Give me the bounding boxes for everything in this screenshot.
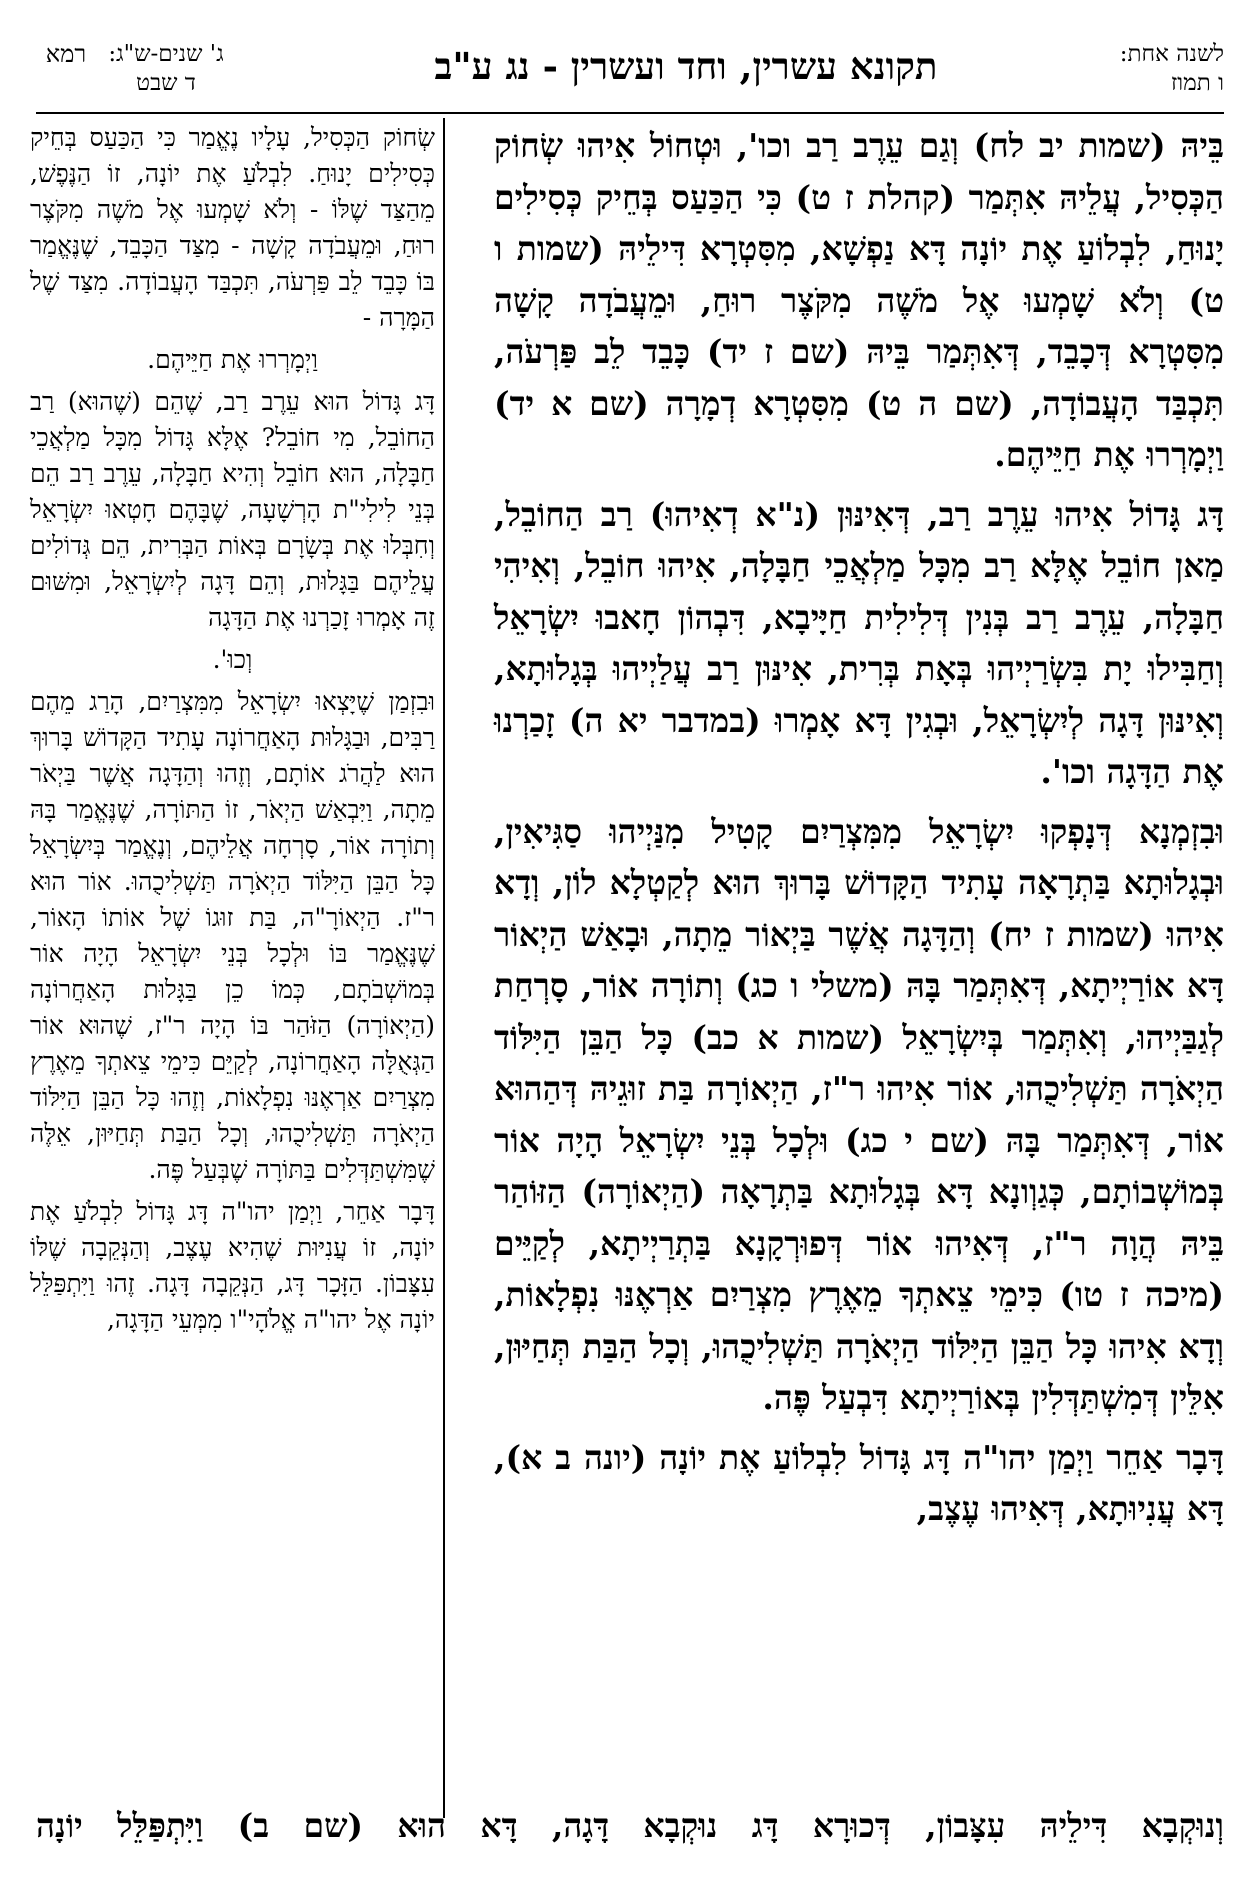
header-bottom-mid: ד שבט (136, 70, 196, 96)
side-paragraph-5: וּבִזְמַן שֶׁיָּצְאוּ יִשְׂרָאֵל מִמִּצְרַיִם, הָרַג מֵהֶם רַבִּים, וּבַגָּלוּת הָאַחֲרוֹנָה עָתִיד הַקָּדוֹשׁ בָּרוּךְ הוּא לַהֲרֹג אוֹתָם, וְזֶהוּ וְהַדָּגָה אֲשֶׁר בַּיְאֹר מֵתָה, וַיִּבְאַשׁ הַיְאֹר, זוֹ הַתּוֹרָה, שֶׁנֶּאֱמַר בָּהּ וְתוֹרָה אוֹר, סָרְחָה אֲלֵיהֶם, וְנֶאֱמַר בְּיִשְׂרָאֵל כָּל הַבֵּן הַיִּלּוֹד הַיְאֹרָה תַּשְׁלִיכֻהוּ. אוֹר הוּא ר"ז. הַיְאוֹרָ"ה, בַּת זוּגוֹ שֶׁל אוֹתוֹ הָאוֹר, שֶׁנֶּאֱמַר בּוֹ וּלְכָל בְּנֵי יִשְׂרָאֵל הָיָה אוֹר בְּמוֹשְׁבֹתָם, כְּמוֹ כֵן בַּגָּלוּת הָאַחֲרוֹנָה (הַיְאוֹרָה) הַזֹּהַר בּוֹ הָיָה ר"ז, שֶׁהוּא אוֹר הַגְּאֻלָּה הָאַחֲרוֹנָה, לְקַיֵּם כִּימֵי צֵאתְךָ מֵאֶרֶץ מִצְרַיִם אַרְאֶנּוּ נִפְלָאוֹת, וְזֶהוּ כָּל הַבֵּן הַיִּלּוֹד הַיְאֹרָה תַּשְׁלִיכֻהוּ, וְכָל הַבַּת תְּחַיּוּן, אֵלֶּה שֶׁמִּשְׁתַּדְּלִים בַּתּוֹרָה שֶׁבְּעַל פֶּה. (30, 687, 435, 1184)
header-right (1084, 40, 1224, 98)
header-mid (96, 40, 236, 98)
main-paragraph-1: בֵּיהּ (שמות יב לח) וְגַם עֵרֶב רַב וכו', וּטְחוֹל אִיהוּ שְׂחוֹק הַכְּסִיל, עֲלֵיהּ אִתְּמַר (קהלת ז ט) כִּי הַכַּעַס בְּחֵיק כְּסִילִים יָנוּחַ, לִבְלוֹעַ אֶת יוֹנָה דָּא נַפְשָׁא, מִסִּטְרָא דִּילֵיהּ (שמות ו ט) וְלֹא שָׁמְעוּ אֶל מֹשֶׁה מִקֹּצֶר רוּחַ, וּמֵעֲבֹדָה קָשָׁה מִסִּטְרָא דְּכָבֵד, דְּאִתְּמַר בֵּיהּ (שם ז יד) כָּבֵד לֵב פַּרְעֹה, תִּכְבַּד הָעֲבוֹדָה, (שם ה ט) מִסִּטְרָא דְמָרָה (שם א יד) וַיְמָרְרוּ אֶת חַיֵּיהֶם. (494, 126, 1224, 474)
bottom-line: וְנוּקְבָא דִּילֵיהּ עִצָּבוֹן, דְּכוּרָא דָּג נוּקְבָא דָּגָה, דָּא הוּא (שם ב) וַיִּתְפַּלֵּל יוֹנָה (36, 1806, 1224, 1845)
header-rule (36, 112, 1224, 114)
main-paragraph-4: דָּבָר אַחֵר וַיְמַן יהו"ה דָּג גָּדוֹל לִבְלוֹעַ אֶת יוֹנָה (יונה ב א), דָּא עֲנִיוּתָא, דְּאִיהוּ עֶצֶב, (494, 1437, 1225, 1528)
main-column (494, 120, 1224, 1800)
side-paragraph-1: שְׂחוֹק הַכְּסִיל, עָלָיו נֶאֱמַר כִּי הַכַּעַס בְּחֵיק כְּסִילִים יָנוּחַ. לִבְלֹעַ אֶת יוֹנָה, זוֹ הַנֶּפֶשׁ, מֵהַצַּד שֶׁלּוֹ - וְלֹא שָׁמְעוּ אֶל מֹשֶׁה מִקֹּצֶר רוּחַ, וּמֵעֲבֹדָה קָשָׁה - מִצַּד הַכָּבֵד, שֶׁנֶּאֱמַר בּוֹ כָּבֵד לֵב פַּרְעֹה, תִּכְבַּד הָעֲבוֹדָה. מִצַּד שֶׁל הַמָּרָה - (30, 123, 435, 332)
side-paragraph-4: וְכוּ'. (212, 645, 253, 674)
commentary-column (30, 120, 435, 1800)
header (36, 40, 1224, 110)
column-divider (443, 118, 445, 1818)
main-paragraph-2: דָּג גָּדוֹל אִיהוּ עֵרֶב רַב, דְּאִינּוּן (נ"א דְאִיהוּ) רַב הַחוֹבֵל, מַאן חוֹבֵל אֶלָּא רַב מִכָּל מַלְאֲכֵי חַבָּלָה, אִיהוּ חוֹבֵל, וְאִיהִי חַבָּלָה, עֵרֶב רַב בְּנִין דְּלִילִית חַיָּיבָא, דִּבְהוֹן חָאבוּ יִשְׂרָאֵל וְחַבִּילוּ יָת בִּשְׂרַיְיהוּ בְּאָת בְּרִית, אִינּוּן רַב עֲלַיְיהוּ בְּגָלוּתָא, וְאִינּוּן דָּגָה לְיִשְׂרָאֵל, וּבְגִין דָּא אָמְרוּ (במדבר יא ה) זָכַרְנוּ אֶת הַדָּגָה וכו'. (494, 494, 1225, 791)
side-paragraph-6: דָּבָר אַחֵר, וַיְמַן יהו"ה דָּג גָּדוֹל לִבְלֹעַ אֶת יוֹנָה, זוֹ עֲנִיּוּת שֶׁהִיא עֶצֶב, וְהַנְּקֵבָה שֶׁלּוֹ עִצָּבוֹן. הַזָּכָר דָּג, הַנְּקֵבָה דָּגָה. זֶהוּ וַיִּתְפַּלֵּל יוֹנָה אֶל יהו"ה אֱלֹהָי"ו מִמְּעֵי הַדָּגָה, (30, 1197, 435, 1334)
header-bottom-right: ו תמוז (1170, 70, 1224, 96)
side-paragraph-2: וַיְמָרְרוּ אֶת חַיֵּיהֶם. (147, 345, 318, 374)
header-top-mid: ג' שנים-ש"ג: (108, 41, 224, 67)
side-paragraph-3: דָּג גָּדוֹל הוּא עֵרֶב רַב, שֶׁהֵם (שֶׁהוּא) רַב הַחוֹבֵל, מִי חוֹבֵל? אֶלָּא גָּדוֹל מִכָּל מַלְאֲכֵי חַבָּלָה, הוּא חוֹבֵל וְהִיא חַבָּלָה, עֵרֶב רַב הֵם בְּנֵי לִילִי"ת הָרְשָׁעָה, שֶׁבָּהֶם חָטְאוּ יִשְׂרָאֵל וְחִבְּלוּ אֶת בְּשָׂרָם בְּאוֹת הַבְּרִית, הֵם גְּדוֹלִים עֲלֵיהֶם בַּגָּלוּת, וְהֵם דָּגָה לְיִשְׂרָאֵל, וּמִשּׁוּם זֶה אָמְרוּ זָכַרְנוּ אֶת הַדָּגָה (30, 387, 435, 632)
header-top-right: לשנה אחת: (1119, 41, 1224, 67)
page-title: תקונא עשרין, וחד ועשרין - נג ע"ב (434, 44, 938, 88)
page-number: רמא (45, 40, 87, 68)
main-paragraph-3: וּבִזְמְנָא דְּנָפְקוּ יִשְׂרָאֵל מִמִּצְרַיִם קָטִיל מִנַּיְיהוּ סַגִּיאִין, וּבְגָלוּתָא בַּתְרָאָה עָתִיד הַקָּדוֹשׁ בָּרוּךְ הוּא לְקַטְלָא לוֹן, וְדָא אִיהוּ (שמות ז יח) וְהַדָּגָה אֲשֶׁר בַּיְאוֹר מֵתָה, וּבָאַשׁ הַיְאוֹר דָּא אוֹרַיְיתָא, דְּאִתְּמַר בָּהּ (משלי ו כג) וְתוֹרָה אוֹר, סָרְחַת לְגַבַּיְיהוּ, וְאִתְּמַר בְּיִשְׂרָאֵל (שמות א כב) כָּל הַבֵּן הַיִּלּוֹד הַיְאֹרָה תַּשְׁלִיכֻהוּ, אוֹר אִיהוּ ר"ז, הַיְאוֹרָה בַּת זוּגֵיהּ דְּהַהוּא אוֹר, דְּאִתְּמַר בָּהּ (שם י כג) וּלְכָל בְּנֵי יִשְׂרָאֵל הָיָה אוֹר בְּמוֹשְׁבוֹתָם, כְּגַוְונָא דָּא בְּגָלוּתָא בַּתְרָאָה (הַיְאוֹרָה) הַזּוֹהַר בֵּיהּ הֲוָה ר"ז, דְּאִיהוּ אוֹר דְּפוּרְקָנָא בַּתְרַיְיתָא, לְקַיֵּים (מיכה ז טו) כִּימֵי צֵאתְךָ מֵאֶרֶץ מִצְרַיִם אַרְאֶנּוּ נִפְלָאוֹת, וְדָא אִיהוּ כָּל הַבֵּן הַיִּלּוֹד הַיְאֹרָה תַּשְׁלִיכֻהוּ, וְכָל הַבַּת תְּחַיּוּן, אִלֵּין דְּמִשְׁתַּדְּלִין בְּאוֹרַיְיתָא דִּבְעַל פֶּה. (494, 811, 1224, 1417)
